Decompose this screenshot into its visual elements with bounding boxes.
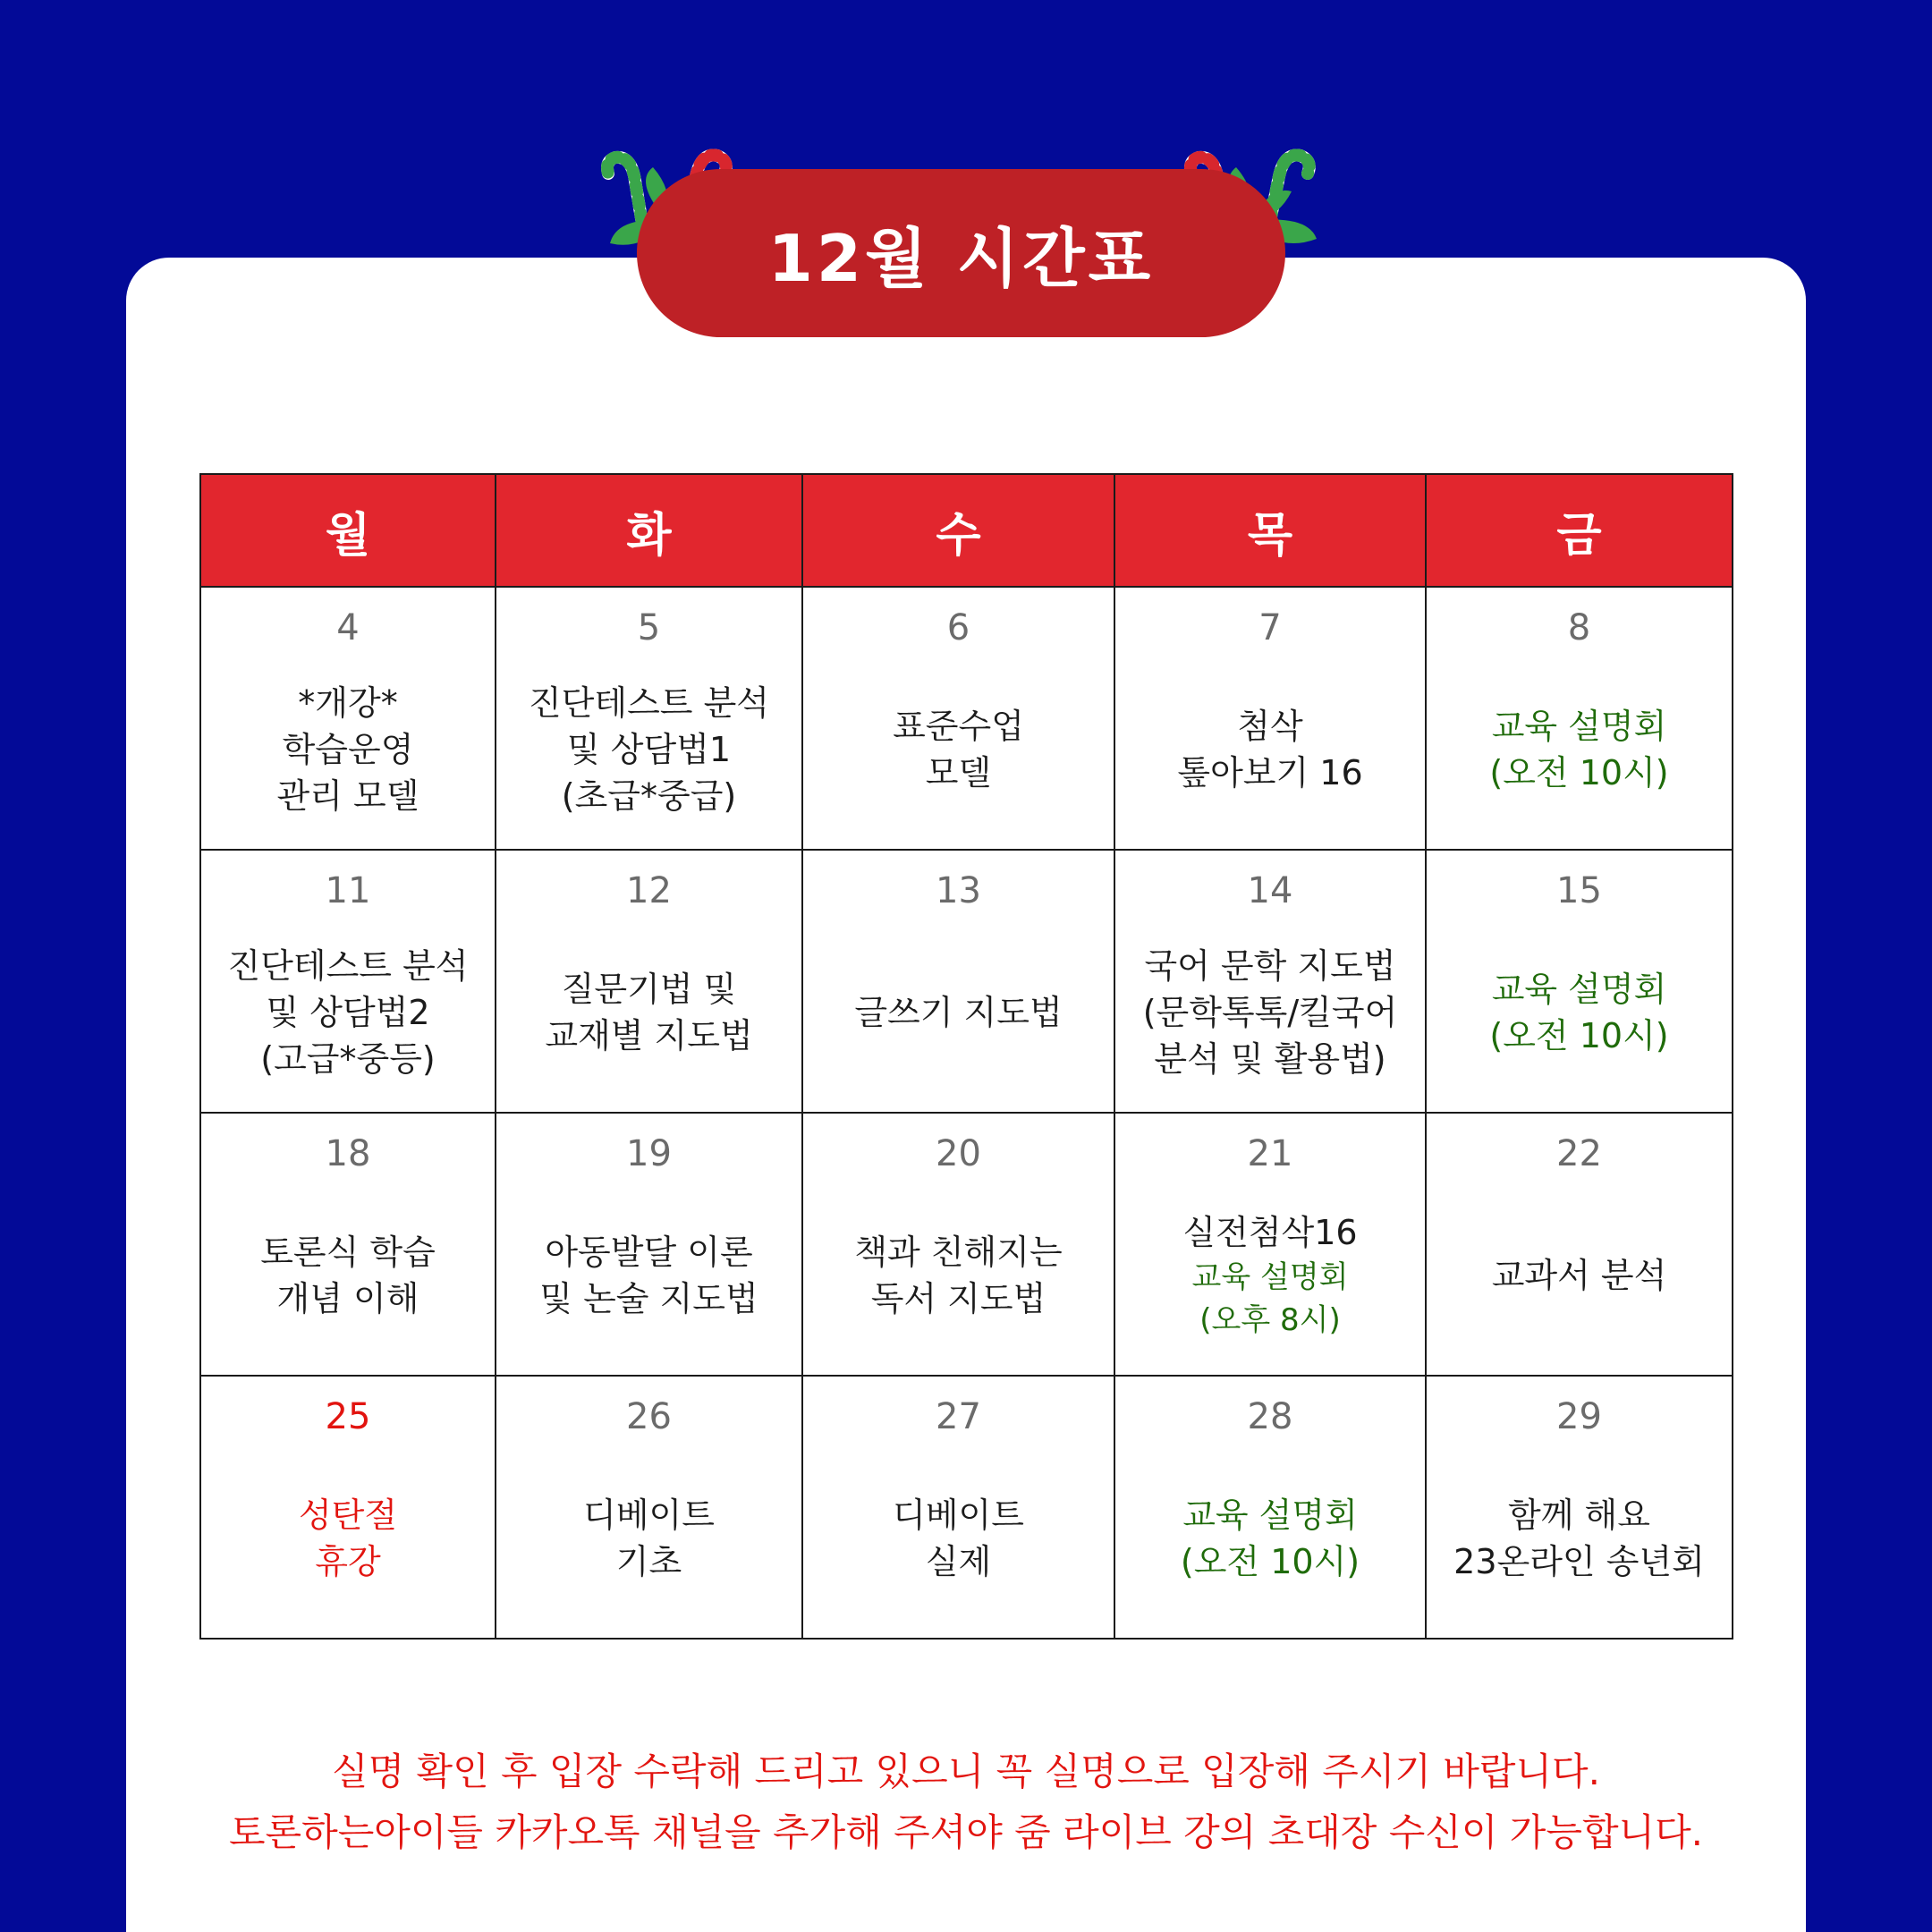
topic-line: 휴강 xyxy=(315,1542,381,1581)
date-number: 15 xyxy=(1556,870,1602,911)
date-number: 20 xyxy=(936,1133,981,1174)
day-cell xyxy=(200,587,496,850)
schedule-table xyxy=(199,473,1733,1640)
date-number: 6 xyxy=(946,607,970,648)
topic-line: 23온라인 송년회 xyxy=(1453,1542,1705,1581)
date-number: 28 xyxy=(1247,1396,1293,1437)
date-number: 13 xyxy=(936,870,981,911)
class-topic xyxy=(496,1453,801,1623)
topic-line: 첨삭 xyxy=(1237,707,1303,746)
day-cell xyxy=(200,850,496,1113)
class-topic xyxy=(1427,1191,1732,1360)
day-cell xyxy=(200,1113,496,1376)
class-topic xyxy=(1115,1191,1425,1360)
notice-line-1: 실명 확인 후 입장 수락해 드리고 있으니 꼭 실명으로 입장해 주시기 바랍니다. xyxy=(332,1750,1600,1793)
topic-line: (고급*중등) xyxy=(260,1039,436,1079)
topic-line: 교육 설명회 xyxy=(1182,1496,1358,1535)
topic-line: 글쓰기 지도법 xyxy=(854,993,1063,1032)
notice-line-2: 토론하는아이들 카카오톡 채널을 추가해 주셔야 줌 라이브 강의 초대장 수신이 가능합니다. xyxy=(228,1810,1704,1854)
class-topic xyxy=(803,665,1114,835)
day-cell xyxy=(1426,1113,1733,1376)
date-number: 14 xyxy=(1247,870,1293,911)
day-cell xyxy=(802,587,1114,850)
topic-line: 관리 모델 xyxy=(276,776,419,816)
class-topic xyxy=(1115,928,1425,1097)
week-row xyxy=(200,1113,1733,1376)
topic-line: 교육 설명회 xyxy=(1491,970,1667,1009)
day-cell xyxy=(802,1376,1114,1639)
topic-line: 분석 및 활용법) xyxy=(1154,1039,1386,1079)
class-topic xyxy=(201,1191,495,1360)
topic-line: 및 상담법2 xyxy=(266,993,430,1032)
class-topic xyxy=(1115,1453,1425,1623)
date-number: 25 xyxy=(325,1396,371,1437)
topic-line: 함께 해요 xyxy=(1508,1496,1650,1535)
topic-line: 표준수업 xyxy=(893,707,1024,746)
topic-line: 책과 친해지는 xyxy=(854,1233,1063,1272)
class-topic xyxy=(1427,1453,1732,1623)
class-topic xyxy=(803,928,1114,1097)
day-cell xyxy=(1114,850,1426,1113)
topic-line: 성탄절 xyxy=(298,1496,398,1535)
topic-line: 교육 설명회 xyxy=(1191,1259,1349,1295)
topic-line: 교재별 지도법 xyxy=(545,1016,753,1055)
topic-line: 톺아보기 16 xyxy=(1177,753,1363,792)
weekday-header: 목 xyxy=(1114,474,1426,587)
topic-line: (오전 10시) xyxy=(1489,753,1669,792)
topic-line: 아동발달 이론 xyxy=(545,1233,753,1272)
date-number: 21 xyxy=(1247,1133,1293,1174)
topic-line: *개강* xyxy=(298,683,398,723)
day-cell xyxy=(496,1113,802,1376)
date-number: 26 xyxy=(626,1396,672,1437)
topic-line: 실전첨삭16 xyxy=(1182,1213,1358,1252)
date-number: 8 xyxy=(1567,607,1591,648)
topic-line: 진단테스트 분석 xyxy=(227,946,469,986)
title-badge xyxy=(637,169,1285,337)
class-topic xyxy=(803,1453,1114,1623)
topic-line: 기초 xyxy=(615,1542,682,1581)
topic-line: (오전 10시) xyxy=(1489,1016,1669,1055)
class-topic xyxy=(1427,665,1732,835)
page-title: 12월 시간표 xyxy=(767,221,1155,296)
weekday-header: 월 xyxy=(200,474,496,587)
topic-line: 실제 xyxy=(925,1542,992,1581)
class-topic xyxy=(1115,665,1425,835)
day-cell xyxy=(802,1113,1114,1376)
topic-line: 및 상담법1 xyxy=(566,730,732,769)
date-number: 22 xyxy=(1556,1133,1602,1174)
date-number: 19 xyxy=(626,1133,672,1174)
topic-line: 학습운영 xyxy=(282,730,414,769)
date-number: 29 xyxy=(1556,1396,1602,1437)
day-cell xyxy=(496,1376,802,1639)
topic-line: 모델 xyxy=(925,753,992,792)
date-number: 12 xyxy=(626,870,672,911)
topic-line: 독서 지도법 xyxy=(870,1279,1046,1318)
topic-line: 토론식 학습 xyxy=(260,1233,436,1272)
date-number: 18 xyxy=(325,1133,371,1174)
class-topic xyxy=(201,1453,495,1623)
class-topic xyxy=(201,665,495,835)
date-number: 7 xyxy=(1258,607,1282,648)
class-topic xyxy=(1427,928,1732,1097)
date-number: 27 xyxy=(936,1396,981,1437)
topic-line: 질문기법 및 xyxy=(561,970,737,1009)
topic-line: 디베이트 xyxy=(893,1496,1024,1535)
class-topic xyxy=(803,1191,1114,1360)
day-cell xyxy=(496,587,802,850)
weekday-header: 금 xyxy=(1426,474,1733,587)
topic-line: 교과서 분석 xyxy=(1491,1256,1667,1295)
day-cell xyxy=(200,1376,496,1639)
day-cell xyxy=(1114,587,1426,850)
topic-line: 개념 이해 xyxy=(276,1279,419,1318)
day-cell xyxy=(1426,1376,1733,1639)
topic-line: (오후 8시) xyxy=(1199,1302,1341,1338)
day-cell xyxy=(802,850,1114,1113)
date-number: 4 xyxy=(336,607,360,648)
weekday-header: 수 xyxy=(802,474,1114,587)
topic-line: 진단테스트 분석 xyxy=(528,683,770,723)
class-topic xyxy=(496,665,801,835)
day-cell xyxy=(496,850,802,1113)
week-row xyxy=(200,587,1733,850)
topic-line: (오전 10시) xyxy=(1180,1542,1360,1581)
day-cell xyxy=(1426,587,1733,850)
date-number: 11 xyxy=(325,870,371,911)
day-cell xyxy=(1114,1376,1426,1639)
date-number: 5 xyxy=(637,607,661,648)
weekday-header-row xyxy=(200,474,1733,587)
topic-line: 및 논술 지도법 xyxy=(539,1279,758,1318)
topic-line: 국어 문학 지도법 xyxy=(1144,946,1396,986)
day-cell xyxy=(1426,850,1733,1113)
weekday-header: 화 xyxy=(496,474,802,587)
topic-line: (초급*중급) xyxy=(561,776,737,816)
week-row xyxy=(200,1376,1733,1639)
topic-line: (문학톡톡/킬국어 xyxy=(1142,993,1398,1032)
day-cell xyxy=(1114,1113,1426,1376)
topic-line: 디베이트 xyxy=(583,1496,715,1535)
class-topic xyxy=(496,1191,801,1360)
topic-line: 교육 설명회 xyxy=(1491,707,1667,746)
class-topic xyxy=(201,928,495,1097)
week-row xyxy=(200,850,1733,1113)
class-topic xyxy=(496,928,801,1097)
